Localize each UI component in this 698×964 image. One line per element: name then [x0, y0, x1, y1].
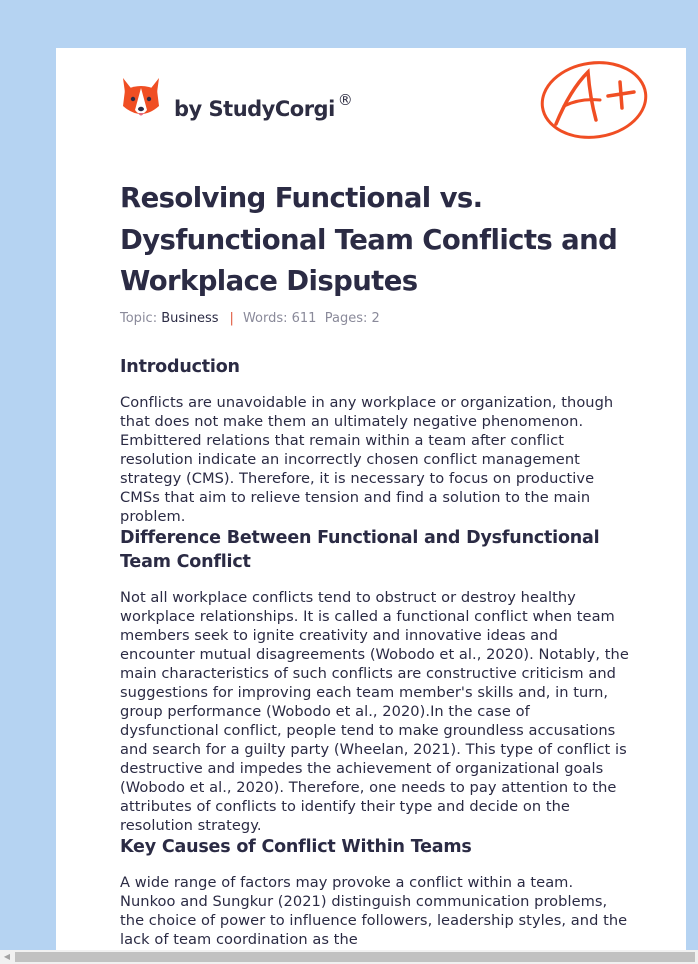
- document-title: Resolving Functional vs. Dysfunctional Team Conflicts and Workplace Disputes: [120, 182, 618, 297]
- horizontal-scrollbar[interactable]: [0, 950, 698, 964]
- section-heading: Key Causes of Conflict Within Teams: [120, 837, 472, 857]
- document-meta: [120, 311, 380, 326]
- meta-separator: |: [229, 311, 234, 326]
- brand-name[interactable]: by StudyCorgi ®: [174, 91, 353, 121]
- registered-mark: ®: [337, 91, 353, 109]
- topic-label: Topic:: [120, 311, 158, 326]
- section-heading: Introduction: [120, 357, 240, 377]
- word-count: Words: 611: [242, 311, 317, 326]
- section-paragraph: Not all workplace conflicts tend to obstruct or destroy healthy workplace relationships. It is called a functional conflict when team members seek to ignite creativity and innovative ideas and encounter mutual disagreements (Wobodo et al., 2020). Notably, the main characteristics of such conflicts are constructive criticism and suggestions for improving each team member's skills and, in turn, group performance (Wobodo et al., 2020).In the case of dysfunctional conflict, people tend to make groundless accusations and search for a guilty party (Wheelan, 2021). This type of conflict is destructive and impedes the achievement of organizational goals (Wobodo et al., 2020). Therefore, one needs to pay attention to the attributes of conflicts to identify their type and decide on the resolution strategy.: [120, 589, 629, 834]
- scrollbar-thumb[interactable]: [15, 952, 695, 962]
- section-paragraph: A wide range of factors may provoke a conflict within a team. Nunkoo and Sungkur (2021) distinguish communication problems, the choice of power to influence followers, leadership styles, and the lack of team coordination as the: [120, 874, 628, 948]
- document-page: [56, 48, 686, 950]
- document-body: [120, 355, 630, 949]
- scroll-left-arrow-icon[interactable]: ◀: [3, 952, 11, 961]
- topic-link[interactable]: Business: [161, 311, 219, 326]
- section-paragraph: Conflicts are unavoidable in any workplace or organization, though that does not make them an ultimately negative phenomenon. Embittered relations that remain within a team after conflict resolution indicate an incorrectly chosen conflict management strategy (CMS). Therefore, it is necessary to focus on productive CMSs that aim to relieve tension and find a solution to the main problem.: [120, 394, 614, 525]
- section-heading: Difference Between Functional and Dysfunctional Team Conflict: [120, 528, 600, 572]
- a-plus-icon: [538, 58, 650, 146]
- corgi-icon: [120, 76, 162, 122]
- page-count: Pages: 2: [324, 311, 380, 326]
